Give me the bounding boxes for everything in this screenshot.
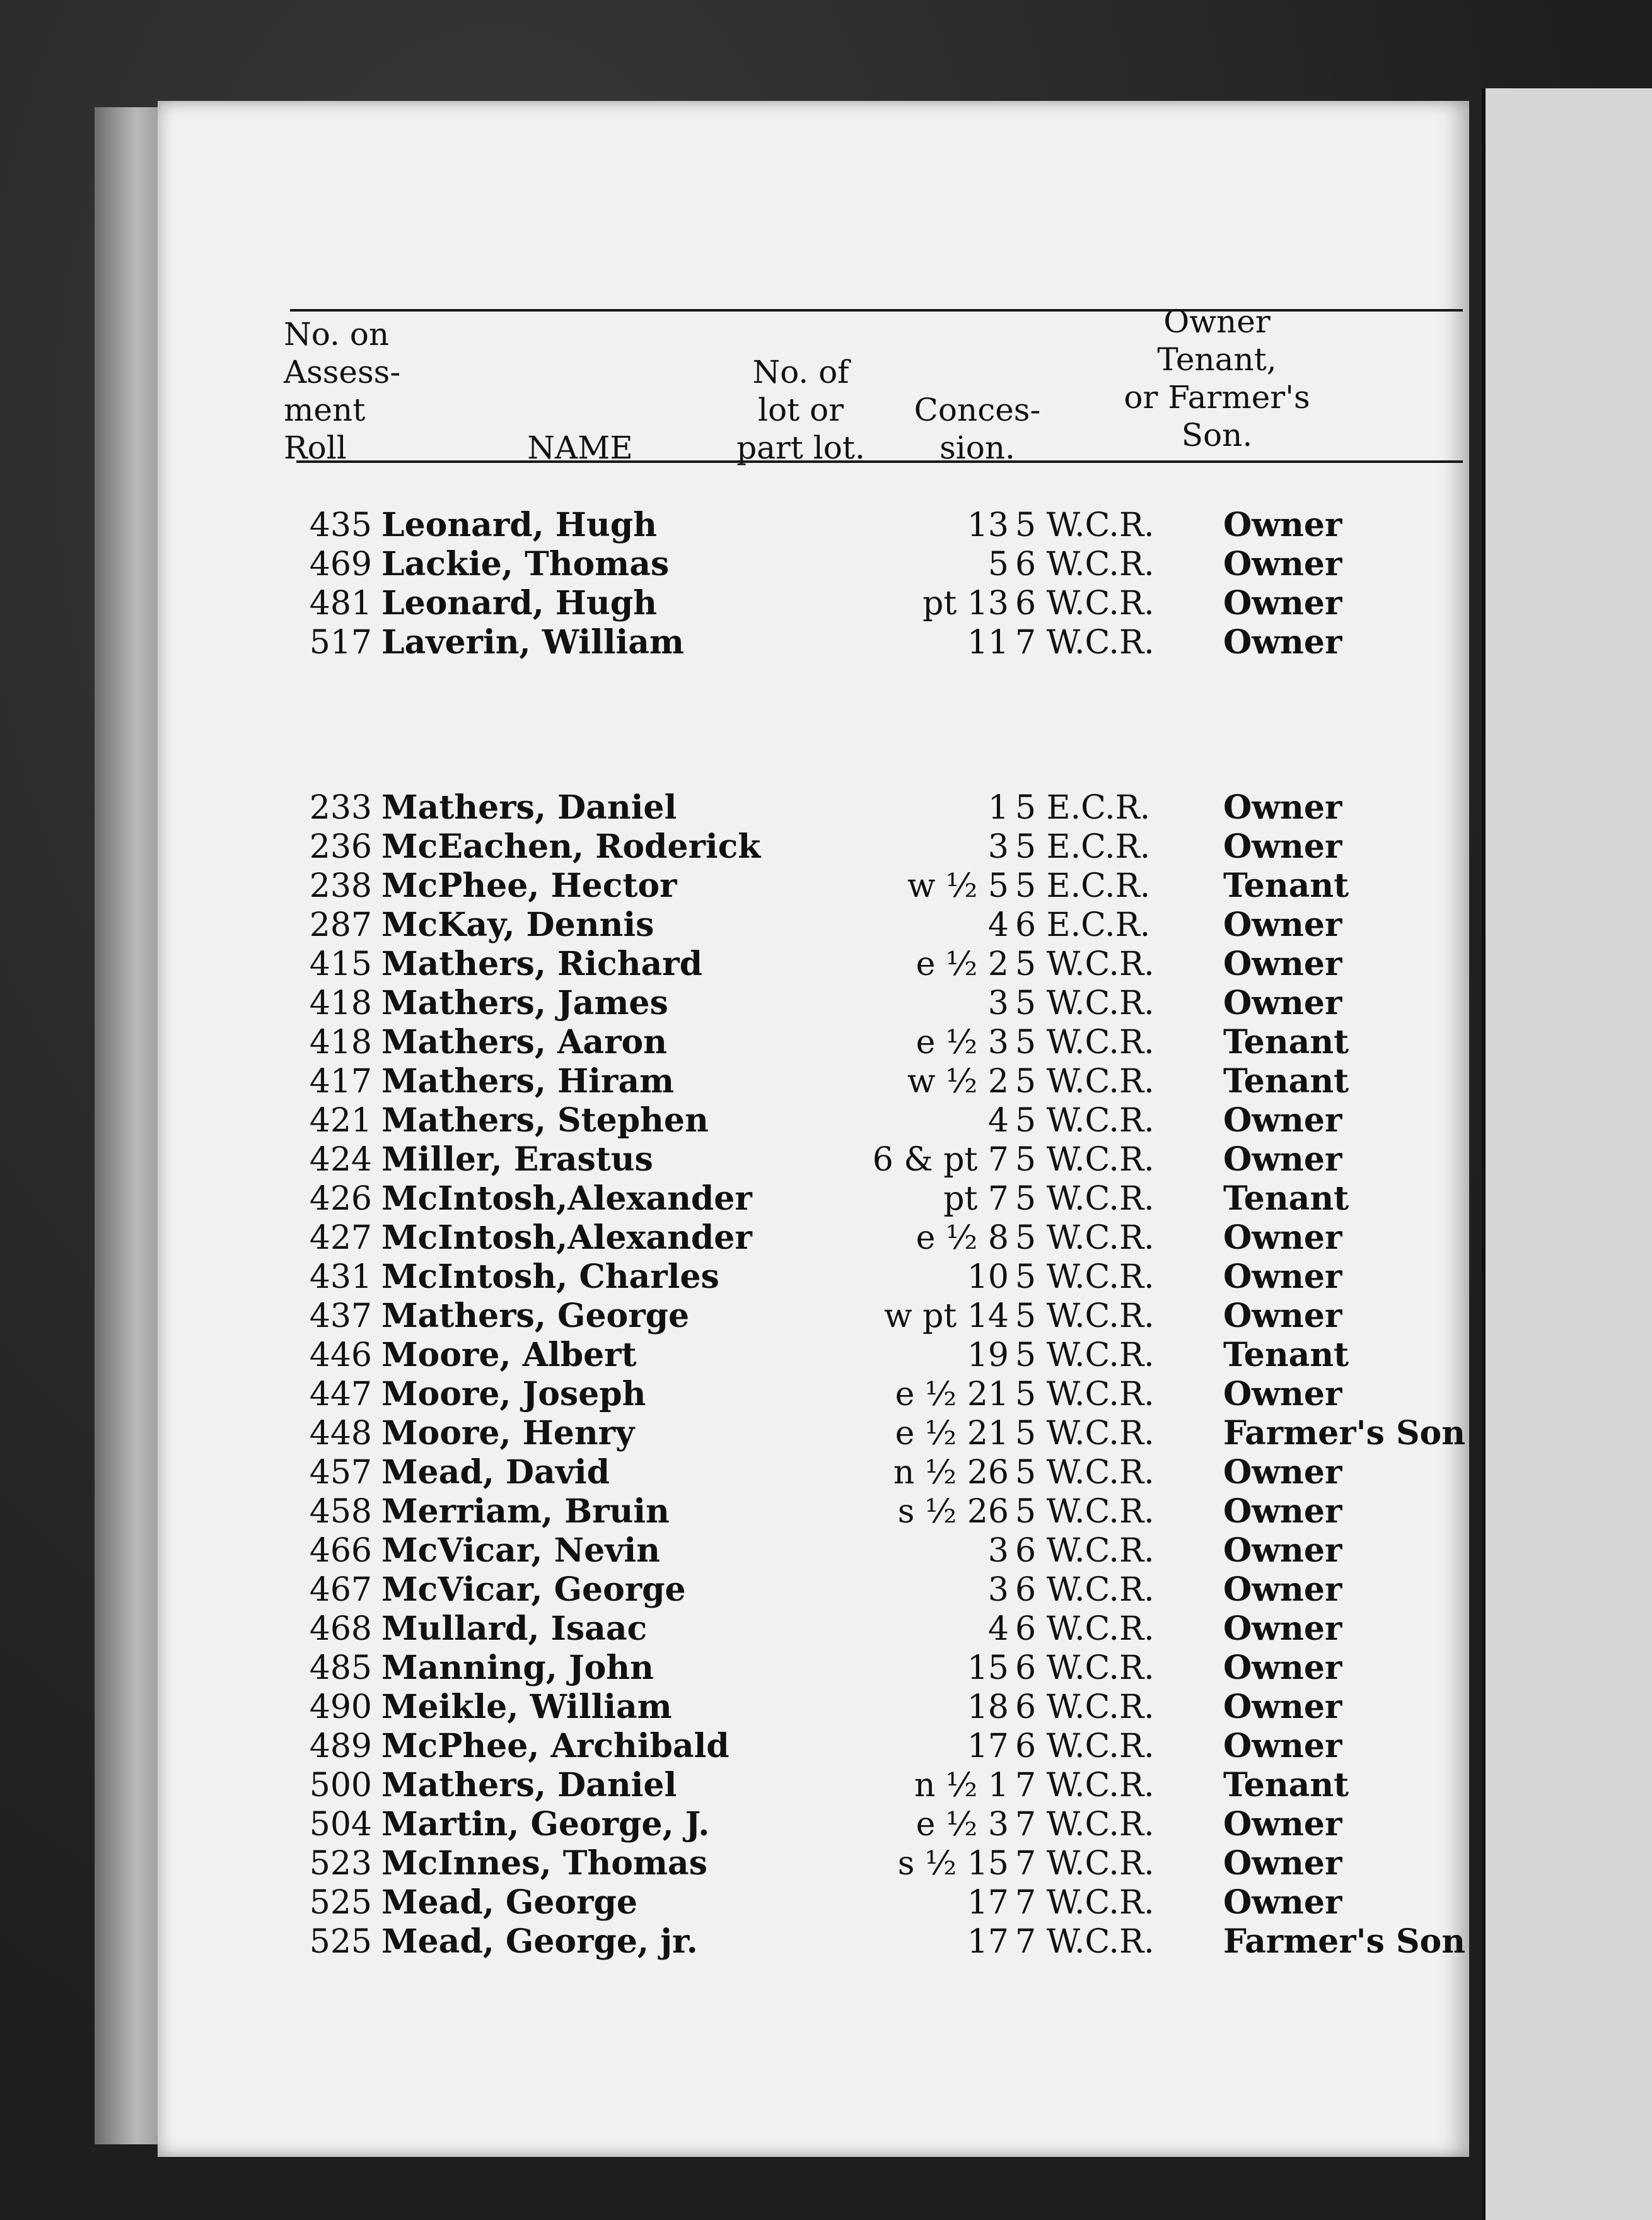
roll-number: 238 — [309, 867, 372, 905]
status: Owner — [1223, 1688, 1342, 1726]
lot-number: 17 — [967, 1923, 1009, 1961]
concession: 6 W.C.R. — [1015, 1649, 1155, 1687]
concession: 6 W.C.R. — [1015, 585, 1155, 622]
person-name: McInnes, Thomas — [381, 1844, 707, 1883]
lot-number: 15 — [967, 1649, 1009, 1687]
lot-number: 4 — [987, 906, 1009, 944]
table-row — [158, 1844, 1469, 1883]
status: Owner — [1223, 545, 1342, 583]
status: Owner — [1223, 906, 1342, 944]
person-name: Mathers, Daniel — [381, 1766, 677, 1804]
status: Owner — [1223, 788, 1342, 827]
table-row — [158, 1922, 1469, 1961]
header-lot-line: lot or — [757, 392, 844, 428]
roll-number: 435 — [309, 506, 372, 544]
concession: 7 W.C.R. — [1015, 1884, 1155, 1922]
roll-number: 446 — [309, 1336, 372, 1374]
concession: 5 W.C.R. — [1015, 1493, 1155, 1531]
concession: 5 W.C.R. — [1015, 1063, 1155, 1101]
concession: 7 W.C.R. — [1015, 1845, 1155, 1883]
table-row — [158, 584, 1469, 623]
roll-number: 525 — [309, 1923, 372, 1961]
table-row — [158, 984, 1469, 1023]
table-row — [158, 1492, 1469, 1531]
person-name: Mathers, Daniel — [381, 788, 677, 827]
lot-number: 13 — [967, 506, 1009, 544]
status: Farmer's Son — [1223, 1414, 1466, 1452]
concession: 6 W.C.R. — [1015, 1727, 1155, 1765]
lot-number: e ½ 21 — [895, 1376, 1009, 1413]
status: Owner — [1223, 1101, 1342, 1140]
header-lot-line: part lot. — [736, 429, 865, 466]
person-name: Laverin, William — [381, 623, 684, 662]
concession: 6 W.C.R. — [1015, 1532, 1155, 1570]
roll-number: 504 — [309, 1806, 372, 1843]
table-row — [158, 1297, 1469, 1336]
roll-number: 424 — [309, 1141, 372, 1179]
person-name: McVicar, George — [381, 1570, 686, 1609]
lot-number: 5 — [987, 546, 1009, 583]
table-row — [158, 1649, 1469, 1688]
table-row — [158, 1336, 1469, 1375]
person-name: Martin, George, J. — [381, 1805, 710, 1843]
roll-number: 481 — [309, 585, 372, 622]
table-row — [158, 906, 1469, 945]
roll-number: 415 — [309, 945, 372, 983]
concession: 5 W.C.R. — [1015, 1024, 1155, 1061]
lot-number: 6 & pt 7 — [872, 1141, 1009, 1179]
person-name: Miller, Erastus — [381, 1140, 653, 1179]
table-row — [158, 1883, 1469, 1922]
concession: 6 E.C.R. — [1015, 906, 1151, 944]
concession: 5 W.C.R. — [1015, 506, 1155, 544]
status: Tenant — [1223, 1179, 1349, 1218]
lot-number: 3 — [987, 1571, 1009, 1609]
header-lot-line: No. of — [752, 354, 849, 390]
person-name: Leonard, Hugh — [381, 506, 657, 544]
header-name: NAME — [527, 429, 633, 466]
lot-number: 3 — [987, 1532, 1009, 1570]
table-row — [158, 1766, 1469, 1805]
roll-number: 457 — [309, 1454, 372, 1492]
status: Owner — [1223, 1375, 1342, 1413]
lot-number: 17 — [967, 1727, 1009, 1765]
concession: 5 W.C.R. — [1015, 1336, 1155, 1374]
concession: 6 W.C.R. — [1015, 1610, 1155, 1648]
header-roll — [284, 315, 422, 467]
roll-number: 447 — [309, 1376, 372, 1413]
concession: 5 E.C.R. — [1015, 867, 1151, 905]
status: Owner — [1223, 1531, 1342, 1570]
lot-number: e ½ 2 — [916, 945, 1009, 983]
table-row — [158, 1101, 1469, 1140]
status: Owner — [1223, 1610, 1342, 1648]
roll-number: 426 — [309, 1180, 372, 1218]
roll-number: 448 — [309, 1415, 372, 1452]
roll-number: 417 — [309, 1063, 372, 1101]
status: Owner — [1223, 1727, 1342, 1765]
person-name: Moore, Joseph — [381, 1375, 646, 1413]
status: Farmer's Son — [1223, 1922, 1466, 1961]
roll-number: 523 — [309, 1845, 372, 1883]
roll-number: 500 — [309, 1767, 372, 1804]
lot-number: w pt 14 — [884, 1297, 1009, 1335]
header-concession — [870, 391, 1085, 467]
lot-number: 11 — [967, 624, 1009, 662]
table-row — [158, 1688, 1469, 1727]
table-row — [158, 1140, 1469, 1179]
concession: 5 W.C.R. — [1015, 1454, 1155, 1492]
header-concession-line: sion. — [939, 429, 1015, 466]
roll-number: 485 — [309, 1649, 372, 1687]
person-name: McKay, Dennis — [381, 906, 654, 944]
lot-number: pt 7 — [943, 1180, 1009, 1218]
lot-number: w ½ 5 — [907, 867, 1009, 905]
table-row — [158, 827, 1469, 867]
person-name: Leonard, Hugh — [381, 584, 657, 622]
status: Owner — [1223, 623, 1342, 662]
table-row — [158, 1453, 1469, 1492]
header-status-line: Owner — [1163, 303, 1271, 340]
concession: 7 W.C.R. — [1015, 1806, 1155, 1843]
person-name: Mathers, Richard — [381, 945, 702, 983]
lot-number: e ½ 3 — [916, 1806, 1009, 1843]
lot-number: pt 13 — [922, 585, 1009, 622]
status: Tenant — [1223, 867, 1349, 905]
table-row — [158, 1062, 1469, 1101]
person-name: McVicar, Nevin — [381, 1531, 660, 1570]
status: Tenant — [1223, 1336, 1349, 1374]
status: Owner — [1223, 945, 1342, 983]
person-name: McPhee, Hector — [381, 867, 677, 905]
roll-number: 437 — [309, 1297, 372, 1335]
person-name: Manning, John — [381, 1649, 654, 1687]
roll-number: 236 — [309, 828, 372, 866]
roll-number: 525 — [309, 1884, 372, 1922]
table-row — [158, 1023, 1469, 1062]
concession: 6 W.C.R. — [1015, 1688, 1155, 1726]
lot-number: 10 — [967, 1258, 1009, 1296]
roll-number: 489 — [309, 1727, 372, 1765]
status: Owner — [1223, 1258, 1342, 1296]
header-roll-line: ment — [284, 392, 366, 428]
header-status — [1066, 303, 1368, 454]
table-row — [158, 545, 1469, 584]
person-name: Mullard, Isaac — [381, 1610, 648, 1648]
table-row — [158, 1805, 1469, 1844]
lot-number: 19 — [967, 1336, 1009, 1374]
person-name: Merriam, Bruin — [381, 1492, 670, 1531]
status: Tenant — [1223, 1023, 1349, 1061]
table-row — [158, 623, 1469, 662]
person-name: McIntosh,Alexander — [381, 1218, 752, 1257]
concession: 5 W.C.R. — [1015, 1102, 1155, 1140]
person-name: McEachen, Roderick — [381, 827, 761, 866]
roll-number: 233 — [309, 789, 372, 827]
header-concession-line: Conces- — [914, 392, 1041, 428]
status: Owner — [1223, 1844, 1342, 1883]
concession: 5 W.C.R. — [1015, 1258, 1155, 1296]
table-row — [158, 945, 1469, 984]
concession: 5 W.C.R. — [1015, 945, 1155, 983]
lot-number: n ½ 1 — [914, 1767, 1009, 1804]
person-name: Lackie, Thomas — [381, 545, 670, 583]
roll-number: 469 — [309, 546, 372, 583]
lot-number: s ½ 15 — [897, 1845, 1009, 1883]
lot-number: w ½ 2 — [907, 1063, 1009, 1101]
person-name: McIntosh,Alexander — [381, 1179, 752, 1218]
person-name: Mathers, George — [381, 1297, 690, 1335]
concession: 5 W.C.R. — [1015, 1297, 1155, 1335]
status: Owner — [1223, 1649, 1342, 1687]
person-name: Mathers, Aaron — [381, 1023, 667, 1061]
concession: 5 W.C.R. — [1015, 1415, 1155, 1452]
status: Owner — [1223, 1805, 1342, 1843]
status: Owner — [1223, 1297, 1342, 1335]
status: Owner — [1223, 1218, 1342, 1257]
lot-number: n ½ 26 — [893, 1454, 1009, 1492]
status: Tenant — [1223, 1062, 1349, 1101]
table-row — [158, 1258, 1469, 1297]
roll-number: 431 — [309, 1258, 372, 1296]
person-name: McIntosh, Charles — [381, 1258, 719, 1296]
status: Owner — [1223, 1453, 1342, 1492]
concession: 5 W.C.R. — [1015, 1219, 1155, 1257]
status: Owner — [1223, 1140, 1342, 1179]
table-row — [158, 1610, 1469, 1649]
person-name: Moore, Henry — [381, 1414, 635, 1452]
concession: 7 W.C.R. — [1015, 1767, 1155, 1804]
concession: 5 E.C.R. — [1015, 789, 1151, 827]
roll-number: 418 — [309, 984, 372, 1022]
roll-number: 468 — [309, 1610, 372, 1648]
status: Owner — [1223, 1570, 1342, 1609]
roll-number: 458 — [309, 1493, 372, 1531]
person-name: Mathers, Stephen — [381, 1101, 709, 1140]
concession: 7 W.C.R. — [1015, 1923, 1155, 1961]
facing-page-edge — [1482, 88, 1652, 2220]
person-name: Mathers, James — [381, 984, 668, 1022]
person-name: Mead, George — [381, 1883, 637, 1922]
header-roll-line: Roll — [284, 429, 347, 466]
roll-number: 517 — [309, 624, 372, 662]
lot-number: 3 — [987, 984, 1009, 1022]
concession: 6 W.C.R. — [1015, 1571, 1155, 1609]
table-row — [158, 1570, 1469, 1610]
roll-number: 421 — [309, 1102, 372, 1140]
lot-number: 18 — [967, 1688, 1009, 1726]
status: Owner — [1223, 506, 1342, 544]
roll-number: 287 — [309, 906, 372, 944]
table-row — [158, 788, 1469, 827]
status: Owner — [1223, 1492, 1342, 1531]
roll-number: 418 — [309, 1024, 372, 1061]
person-name: Meikle, William — [381, 1688, 672, 1726]
lot-number: e ½ 3 — [916, 1024, 1009, 1061]
concession: 5 W.C.R. — [1015, 1180, 1155, 1218]
table-row — [158, 1179, 1469, 1218]
roll-number: 490 — [309, 1688, 372, 1726]
person-name: McPhee, Archibald — [381, 1727, 730, 1765]
person-name: Mead, David — [381, 1453, 610, 1492]
status: Owner — [1223, 1883, 1342, 1922]
roll-number: 467 — [309, 1571, 372, 1609]
roll-number: 466 — [309, 1532, 372, 1570]
header-roll-line: No. on — [284, 316, 390, 353]
person-name: Mead, George, jr. — [381, 1922, 698, 1961]
status: Owner — [1223, 584, 1342, 622]
lot-number: 4 — [987, 1102, 1009, 1140]
header-status-line: Son. — [1181, 417, 1253, 453]
lot-number: e ½ 8 — [916, 1219, 1009, 1257]
header-roll-line: Assess- — [284, 354, 401, 390]
book-spine — [95, 107, 164, 2144]
table-row — [158, 506, 1469, 545]
status: Owner — [1223, 984, 1342, 1022]
table-row — [158, 867, 1469, 906]
roll-number: 427 — [309, 1219, 372, 1257]
table-row — [158, 1375, 1469, 1414]
status: Tenant — [1223, 1766, 1349, 1804]
lot-number: 1 — [987, 789, 1009, 827]
lot-number: s ½ 26 — [897, 1493, 1009, 1531]
concession: 7 W.C.R. — [1015, 624, 1155, 662]
table-row — [158, 1727, 1469, 1766]
status: Owner — [1223, 827, 1342, 866]
table-row — [158, 1218, 1469, 1258]
lot-number: 4 — [987, 1610, 1009, 1648]
table-row — [158, 1414, 1469, 1453]
concession: 5 W.C.R. — [1015, 1141, 1155, 1179]
header-status-line: Tenant, — [1157, 341, 1277, 378]
table-row — [158, 1531, 1469, 1570]
concession: 5 E.C.R. — [1015, 828, 1151, 866]
concession: 6 W.C.R. — [1015, 546, 1155, 583]
person-name: Mathers, Hiram — [381, 1062, 675, 1101]
lot-number: 17 — [967, 1884, 1009, 1922]
lot-number: 3 — [987, 828, 1009, 866]
concession: 5 W.C.R. — [1015, 984, 1155, 1022]
document-page — [158, 101, 1469, 2157]
concession: 5 W.C.R. — [1015, 1376, 1155, 1413]
lot-number: e ½ 21 — [895, 1415, 1009, 1452]
person-name: Moore, Albert — [381, 1336, 637, 1374]
header-status-line: or Farmer's — [1124, 379, 1310, 416]
